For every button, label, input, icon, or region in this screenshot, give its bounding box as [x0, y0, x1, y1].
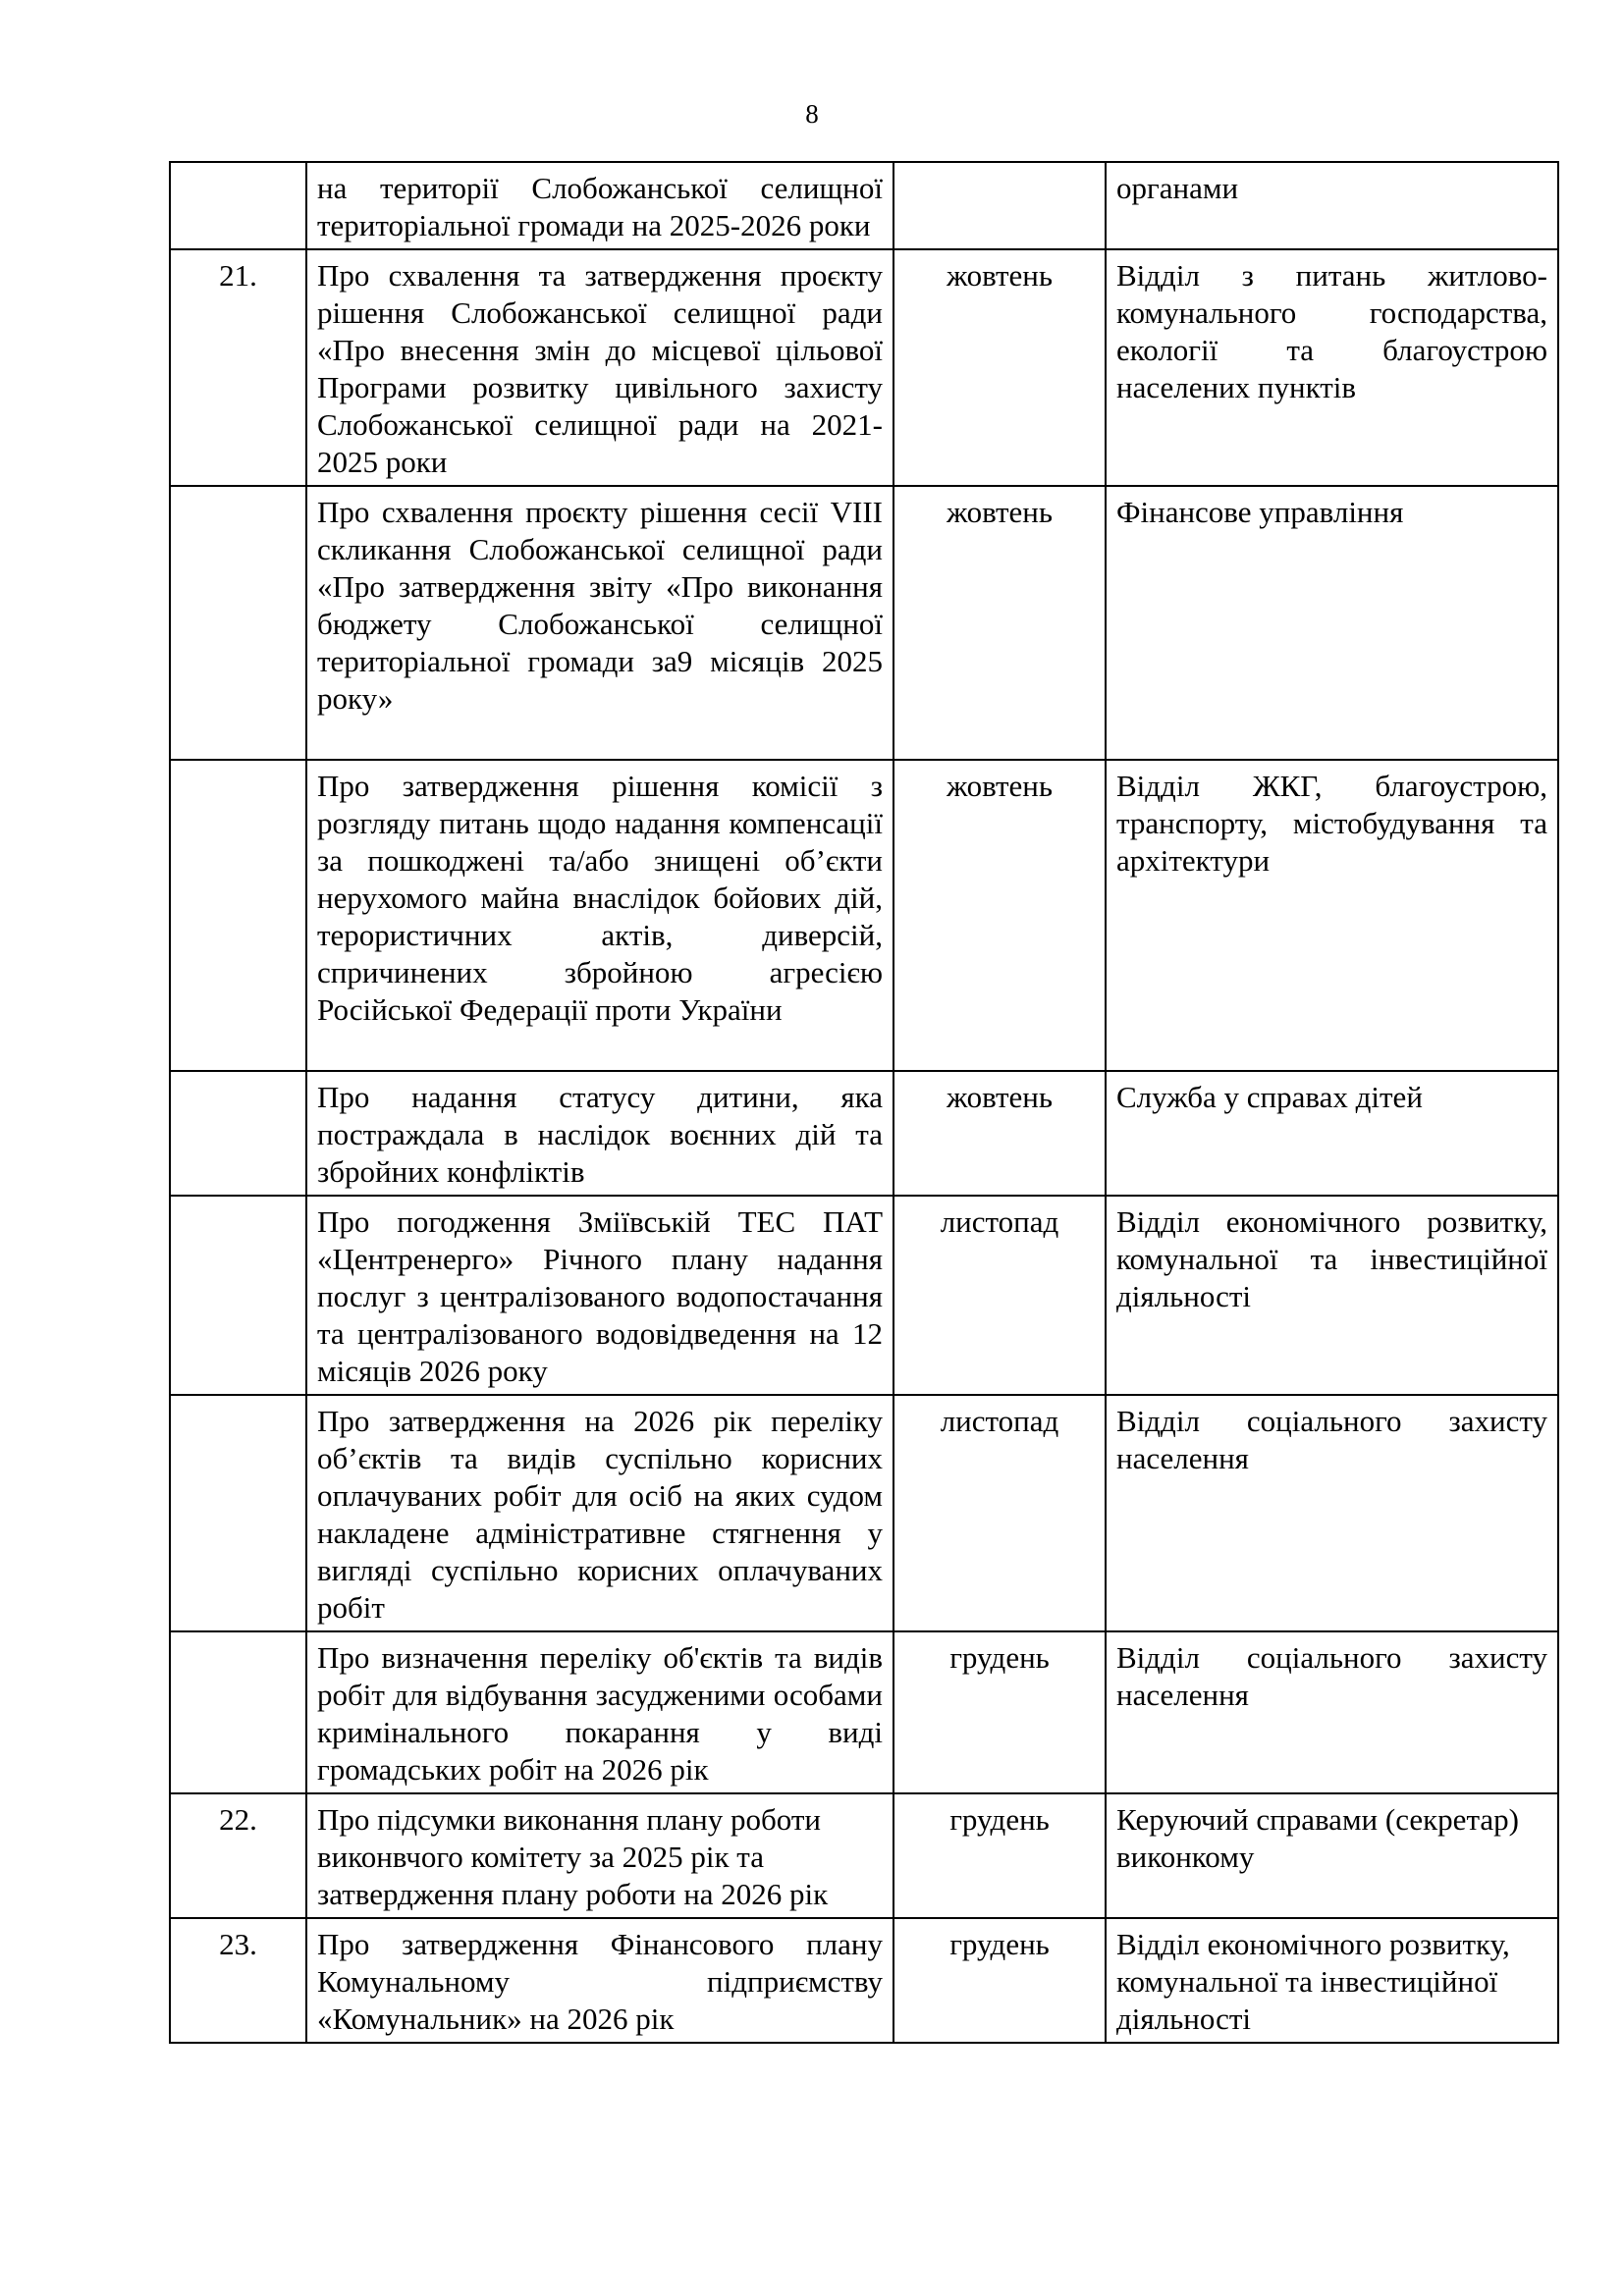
responsible-cell: Керуючий справами (секретар) виконкому — [1106, 1793, 1558, 1918]
responsible-cell: Відділ соціального захисту населення — [1106, 1395, 1558, 1631]
row-number-cell — [170, 162, 306, 249]
topic-cell: Про надання статусу дитини, яка постраждала в наслідок воєнних дій та збройних конфліктів — [306, 1071, 893, 1196]
row-number-cell: 22. — [170, 1793, 306, 1918]
term-cell: грудень — [893, 1631, 1106, 1793]
responsible-cell: Відділ ЖКГ, благоустрою, транспорту, містобудування та архітектури — [1106, 760, 1558, 1071]
row-number-cell — [170, 760, 306, 1071]
term-cell: грудень — [893, 1793, 1106, 1918]
table-row — [170, 1196, 1558, 1395]
table-row — [170, 486, 1558, 760]
row-number-cell — [170, 1395, 306, 1631]
table-row — [170, 1631, 1558, 1793]
term-cell: жовтень — [893, 486, 1106, 760]
responsible-cell: Відділ економічного розвитку, комунальної та інвестиційної діяльності — [1106, 1196, 1558, 1395]
responsible-cell: Відділ економічного розвитку, комунальної та інвестиційної діяльності — [1106, 1918, 1558, 2043]
table-row — [170, 1395, 1558, 1631]
topic-cell: Про схвалення проєкту рішення сесії VIII скликання Слобожанської селищної ради «Про затвердження звіту «Про виконання бюджету Слобожанської селищної територіальної громади за9 місяців 2025 року» — [306, 486, 893, 760]
row-number-cell: 21. — [170, 249, 306, 486]
table-row — [170, 1071, 1558, 1196]
row-number-cell — [170, 1631, 306, 1793]
responsible-cell: Відділ соціального захисту населення — [1106, 1631, 1558, 1793]
table-row — [170, 1918, 1558, 2043]
term-cell: жовтень — [893, 760, 1106, 1071]
row-number-cell — [170, 1196, 306, 1395]
work-plan-table — [169, 161, 1559, 2044]
term-cell — [893, 162, 1106, 249]
responsible-cell: Відділ з питань житлово-комунального господарства, екології та благоустрою населених пунктів — [1106, 249, 1558, 486]
term-cell: грудень — [893, 1918, 1106, 2043]
table-row — [170, 1793, 1558, 1918]
term-cell: листопад — [893, 1196, 1106, 1395]
row-number-cell: 23. — [170, 1918, 306, 2043]
responsible-cell: органами — [1106, 162, 1558, 249]
topic-cell: Про затвердження рішення комісії з розгляду питань щодо надання компенсації за пошкоджені та/або знищені об’єкти нерухомого майна внаслідок бойових дій, терористичних актів, диверсій, спричинених збройною агресією Російської Федерації проти України — [306, 760, 893, 1071]
topic-cell: Про визначення переліку об'єктів та видів робіт для відбування засудженими особами кримінального покарання у виді громадських робіт на 2026 рік — [306, 1631, 893, 1793]
table-row — [170, 162, 1558, 249]
topic-cell: Про підсумки виконання плану роботи виконвчого комітету за 2025 рік та затвердження плану роботи на 2026 рік — [306, 1793, 893, 1918]
term-cell: жовтень — [893, 249, 1106, 486]
row-number-cell — [170, 486, 306, 760]
topic-cell: Про затвердження Фінансового плану Комунальному підприємству «Комунальник» на 2026 рік — [306, 1918, 893, 2043]
term-cell: жовтень — [893, 1071, 1106, 1196]
topic-cell: на території Слобожанської селищної територіальної громади на 2025-2026 роки — [306, 162, 893, 249]
term-cell: листопад — [893, 1395, 1106, 1631]
table-row — [170, 249, 1558, 486]
responsible-cell: Фінансове управління — [1106, 486, 1558, 760]
row-number-cell — [170, 1071, 306, 1196]
responsible-cell: Служба у справах дітей — [1106, 1071, 1558, 1196]
page-number: 8 — [805, 99, 819, 129]
topic-cell: Про погодження Зміївській ТЕС ПАТ «Центренерго» Річного плану надання послуг з централізованого водопостачання та централізованого водовідведення на 12 місяців 2026 року — [306, 1196, 893, 1395]
table-row — [170, 760, 1558, 1071]
topic-cell: Про затвердження на 2026 рік переліку об’єктів та видів суспільно корисних оплачуваних робіт для осіб на яких судом накладене адміністративне стягнення у вигляді суспільно корисних оплачуваних робіт — [306, 1395, 893, 1631]
topic-cell: Про схвалення та затвердження проєкту рішення Слобожанської селищної ради «Про внесення змін до місцевої цільової Програми розвитку цивільного захисту Слобожанської селищної ради на 2021-2025 роки — [306, 249, 893, 486]
